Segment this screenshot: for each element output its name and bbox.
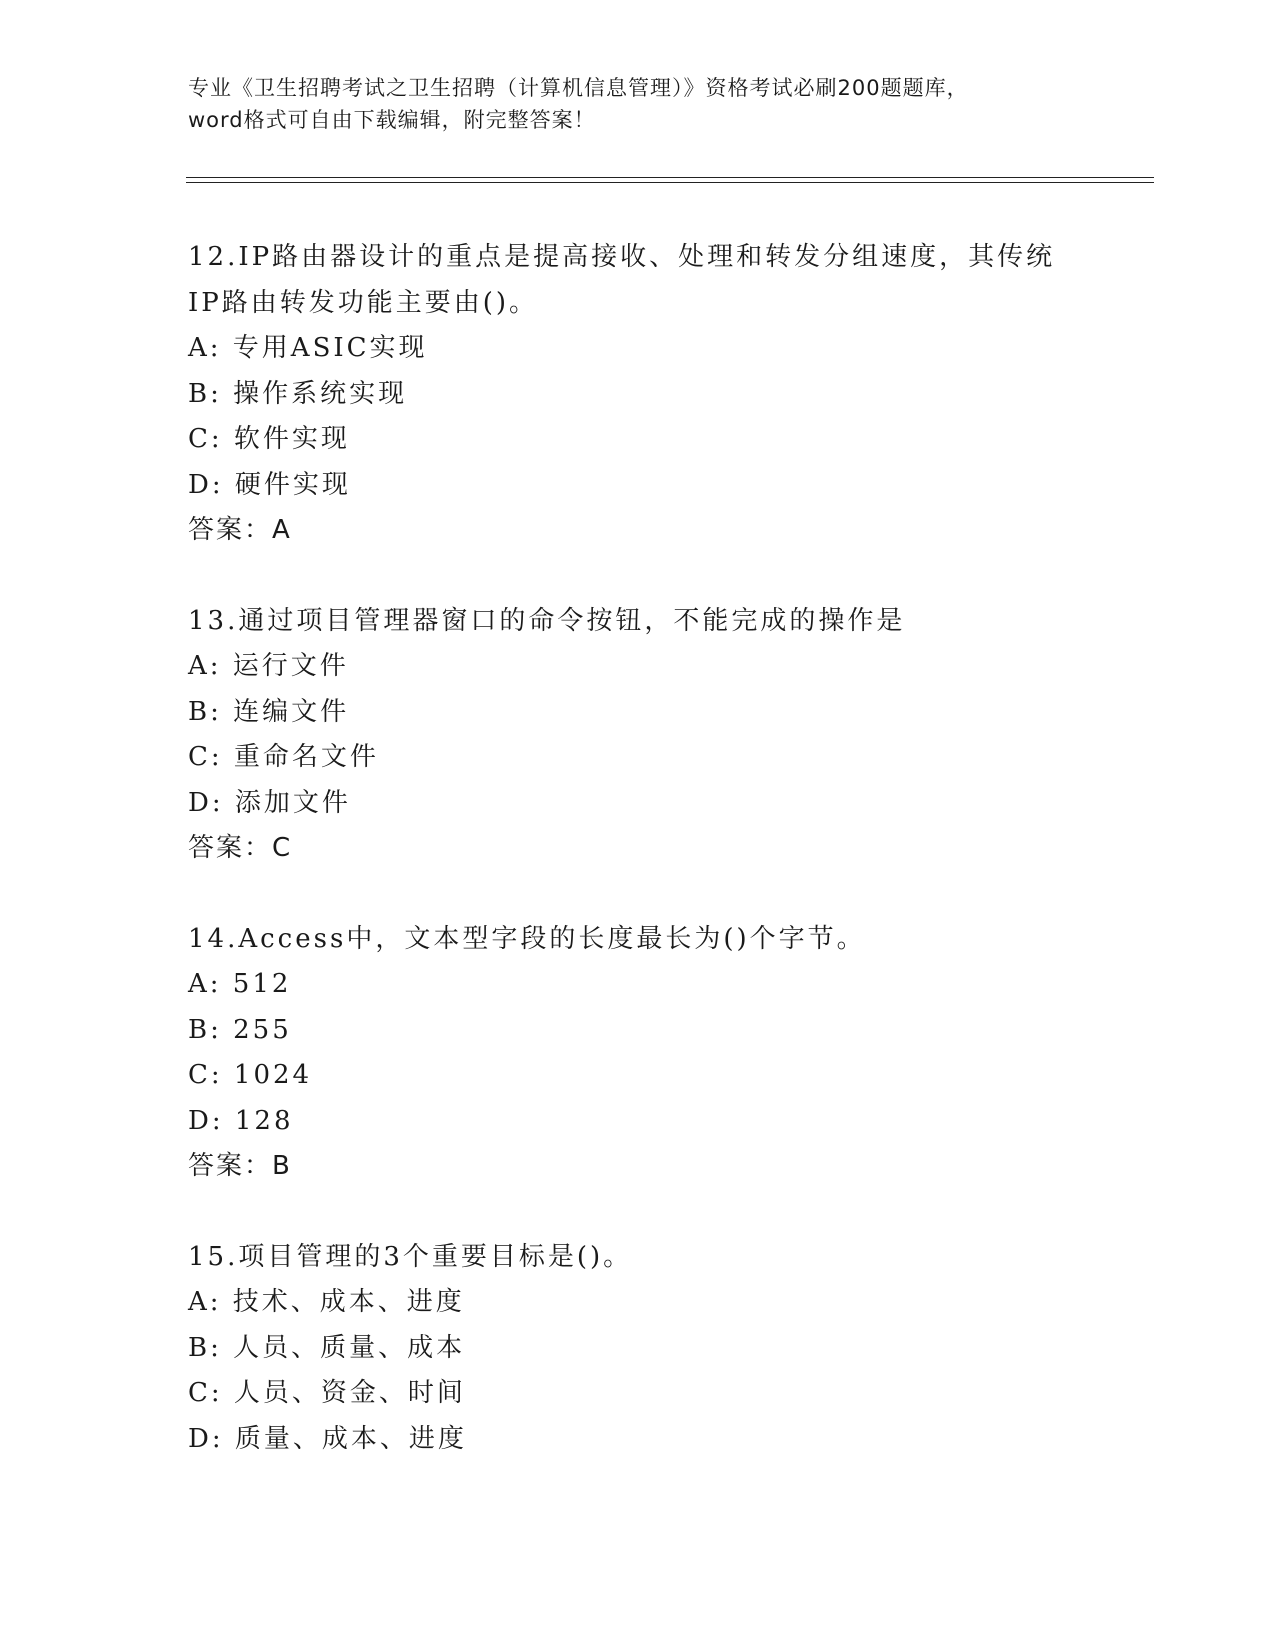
question-13 [188,599,1128,872]
question-12 [188,235,1128,554]
question-14 [188,917,1128,1190]
header-line-1: 专业《卫生招聘考试之卫生招聘（计算机信息管理）》资格考试必刷200题题库， [188,76,969,100]
option-d: D: 添加文件 [188,787,351,818]
question-stem-line: 13.通过项目管理器窗口的命令按钮，不能完成的操作是 [188,605,906,636]
option-a: A: 专用ASIC实现 [188,333,428,363]
question-gap [188,1190,1128,1235]
option-c: C: 重命名文件 [188,742,379,772]
option-b: B: 255 [188,1014,292,1045]
header-divider-top [186,177,1154,178]
option-b: B: 操作系统实现 [188,378,408,409]
question-stem-line: IP路由转发功能主要由()。 [188,287,539,318]
option-a: A: 512 [188,969,292,999]
question-gap [188,872,1128,917]
answer-label: 答案：B [188,1151,292,1181]
option-b: B: 连编文件 [188,696,350,727]
option-a: A: 技术、成本、进度 [188,1287,465,1317]
option-c: C: 1024 [188,1060,313,1090]
option-c: C: 人员、资金、时间 [188,1378,466,1408]
document-header [188,72,1088,136]
question-stem-line: 14.Access中，文本型字段的长度最长为()个字节。 [188,923,866,954]
answer-label: 答案：A [188,515,292,545]
option-d: D: 128 [188,1105,294,1136]
option-d: D: 质量、成本、进度 [188,1423,467,1454]
option-a: A: 运行文件 [188,651,349,681]
option-b: B: 人员、质量、成本 [188,1332,466,1363]
option-d: D: 硬件实现 [188,469,351,500]
answer-label: 答案：C [188,833,293,863]
header-divider-bottom [186,182,1154,183]
option-c: C: 软件实现 [188,424,350,454]
question-stem-line: 12.IP路由器设计的重点是提高接收、处理和转发分组速度，其传统 [188,242,1056,272]
question-15 [188,1235,1128,1463]
question-stem-line: 15.项目管理的3个重要目标是()。 [188,1241,633,1272]
question-gap [188,554,1128,599]
question-list [188,235,1128,1462]
header-line-2: word格式可自由下载编辑，附完整答案！ [188,108,596,132]
